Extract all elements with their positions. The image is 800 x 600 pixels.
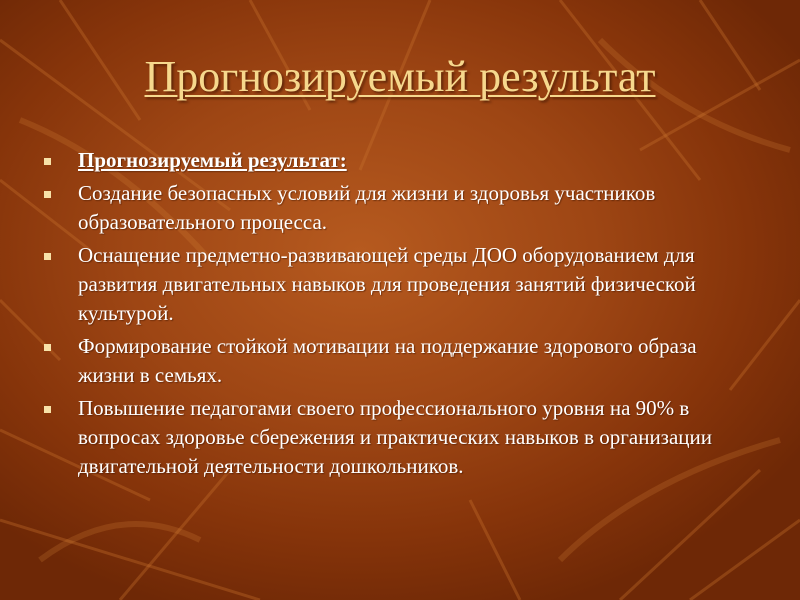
list-item (44, 332, 734, 390)
list-item (44, 179, 734, 237)
square-bullet-icon (44, 406, 51, 413)
square-bullet-icon (44, 158, 51, 165)
list-item (44, 241, 734, 328)
slide-title: Прогнозируемый результат (144, 52, 656, 101)
bullet-list (44, 146, 734, 485)
list-item-heading: Прогнозируемый результат: (78, 148, 347, 172)
square-bullet-icon (44, 344, 51, 351)
list-item (44, 146, 734, 175)
list-item-text: Повышение педагогами своего профессионального уровня на 90% в вопросах здоровье сбережения и практических навыков в организации двигательной деятельности дошкольников. (78, 396, 713, 478)
list-item-text: Оснащение предметно-развивающей среды ДОО оборудованием для развития двигательных навыков для проведения занятий физической культурой. (78, 243, 696, 325)
square-bullet-icon (44, 191, 51, 198)
list-item-text: Создание безопасных условий для жизни и здоровья участников образовательного процесса. (78, 181, 656, 234)
list-item (44, 394, 734, 481)
list-item-text: Формирование стойкой мотивации на поддержание здорового образа жизни в семьях. (78, 334, 697, 387)
square-bullet-icon (44, 253, 51, 260)
